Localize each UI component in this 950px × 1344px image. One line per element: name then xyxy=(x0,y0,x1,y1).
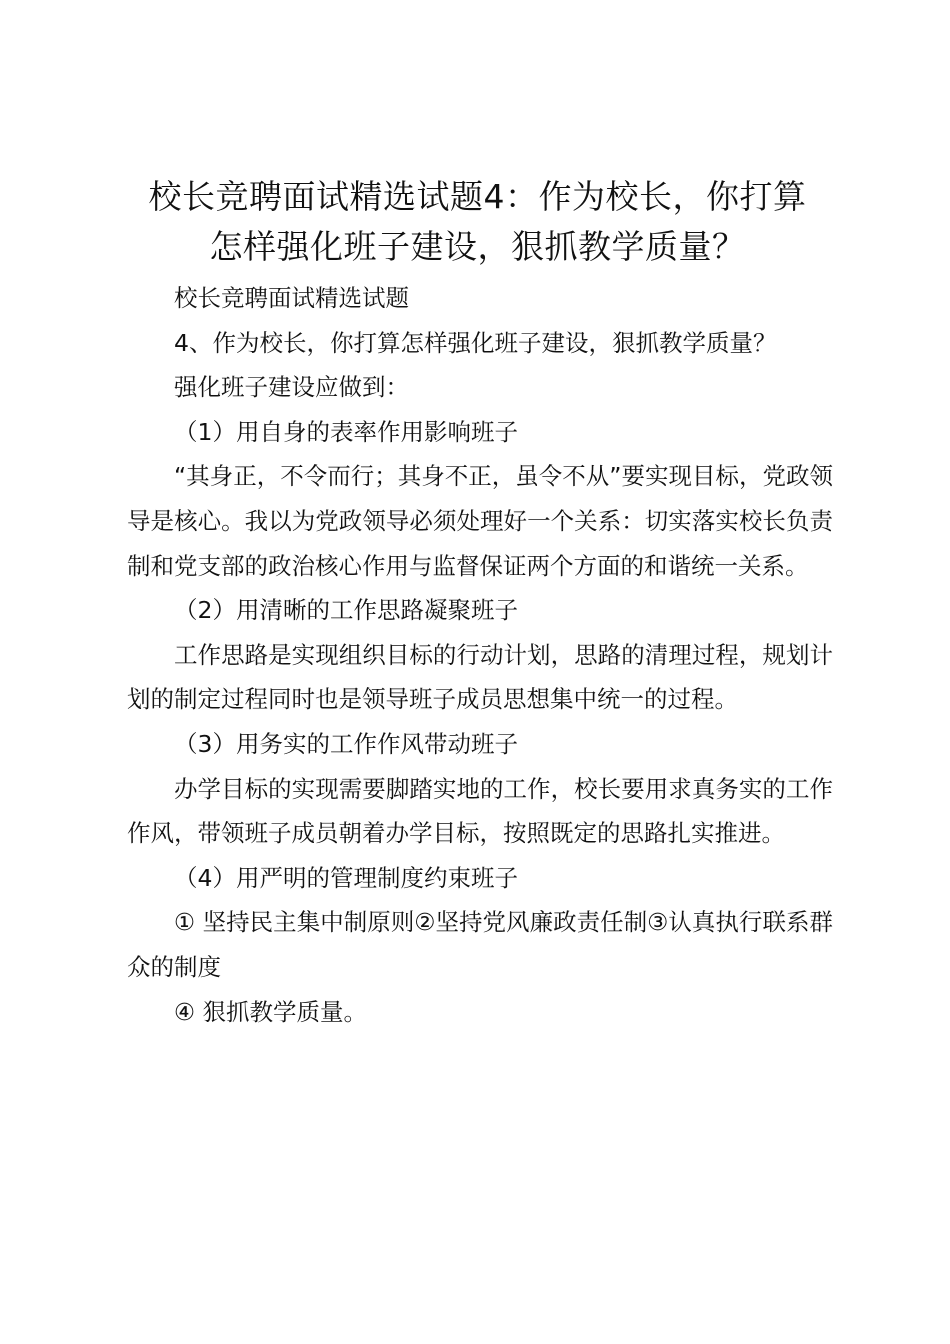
body-paragraph-1: “其身正，不令而行；其身不正，虽令不从”要实现目标，党政领导是核心。我以为党政领导必须处理好一个关系：切实落实校长负责制和党支部的政治核心作用与监督保证两个方面的和谐统一关系。 xyxy=(127,462,833,580)
title-line-1: 校长竞聘面试精选试题4：作为校长，你打算 xyxy=(148,177,807,216)
question-paragraph: 4、作为校长，你打算怎样强化班子建设，狠抓教学质量？ xyxy=(174,328,777,357)
title-line-2: 怎样强化班子建设，狠抓教学质量？ xyxy=(209,227,746,266)
body-subtitle: 校长竞聘面试精选试题 xyxy=(174,284,409,312)
section-heading-1: （1）用自身的表率作用影响班子 xyxy=(174,417,518,446)
body-paragraph-5: ④ 狠抓教学质量。 xyxy=(174,997,368,1026)
document-title xyxy=(110,172,845,272)
body-paragraph-3: 办学目标的实现需要脚踏实地的工作，校长要用求真务实的工作作风，带领班子成员朝着办学目标，按照既定的思路扎实推进。 xyxy=(127,774,833,848)
section-heading-2: （2）用清晰的工作思路凝聚班子 xyxy=(174,596,518,625)
document-body xyxy=(127,276,833,1034)
intro-paragraph: 强化班子建设应做到： xyxy=(174,373,409,402)
section-heading-4: （4）用严明的管理制度约束班子 xyxy=(174,863,518,892)
body-paragraph-4: ① 坚持民主集中制原则②坚持党风廉政责任制③认真执行联系群众的制度 xyxy=(127,908,833,981)
section-heading-3: （3）用务实的工作作风带动班子 xyxy=(174,729,518,758)
body-paragraph-2: 工作思路是实现组织目标的行动计划，思路的清理过程，规划计划的制定过程同时也是领导班子成员思想集中统一的过程。 xyxy=(127,640,833,714)
